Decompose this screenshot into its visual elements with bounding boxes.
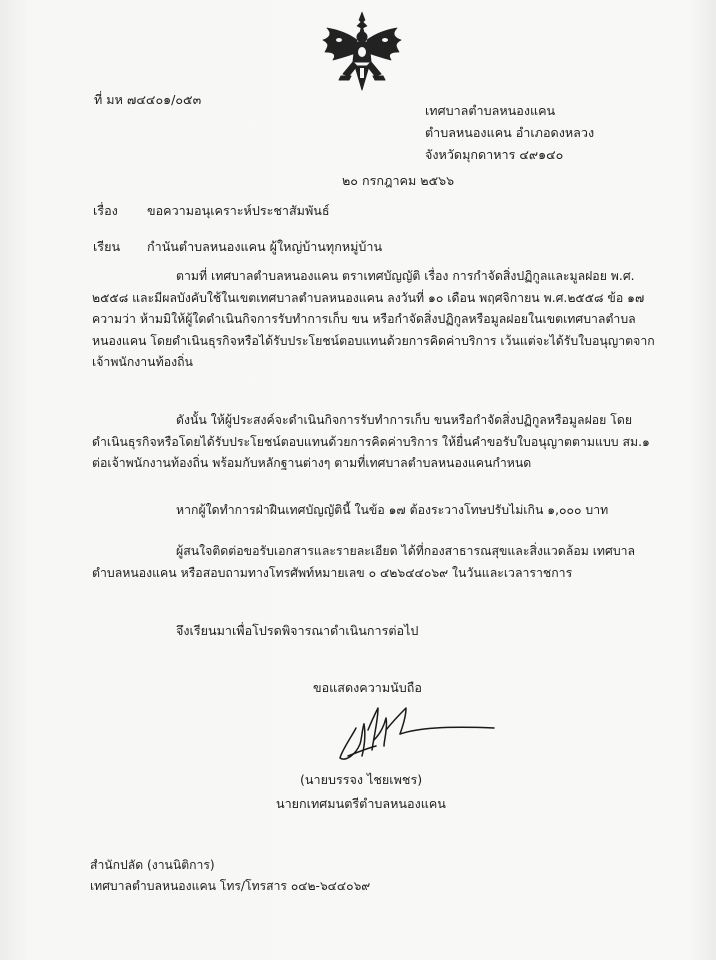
sender-office: เทศบาลตำบลหนองแคน	[425, 103, 556, 118]
paragraph-line: ๒๕๕๘ และมีผลบังคับใช้ในเขตเทศบาลตำบลหนองแคน ลงวันที่ ๑๐ เดือน พฤศจิกายน พ.ศ.๒๕๕๘ ข้อ ๑๗	[92, 290, 645, 305]
body-paragraph-3	[176, 500, 608, 522]
body-paragraph-4	[92, 541, 635, 584]
sender-province: จังหวัดมุกดาหาร ๔๙๑๔๐	[425, 147, 564, 162]
paragraph-line: หากผู้ใดทำการฝ่าฝืนเทศบัญญัตินี้ ในข้อ ๑๗ ต้องระวางโทษปรับไม่เกิน ๑,๐๐๐ บาท	[176, 503, 609, 517]
paragraph-line: ดำเนินธุรกิจหรือโดยได้รับประโยชน์ตอบแทนด้วยการคิดค่าบริการ ให้ยื่นคำขอรับใบอนุญาตตามแบบ สม.๑	[92, 434, 650, 449]
garuda-emblem-icon	[319, 10, 405, 94]
footer-contact: เทศบาลตำบลหนองแคน โทร/โทรสาร ๐๔๒-๖๔๔๐๖๙	[90, 879, 371, 893]
letter-date: ๒๐ กรกฎาคม ๒๕๖๖	[342, 173, 455, 188]
body-paragraph-1	[92, 266, 655, 374]
recipient-label: เรียน	[93, 239, 121, 254]
body-paragraph-2	[92, 410, 650, 475]
paragraph-line: ความว่า ห้ามมิให้ผู้ใดดำเนินกิจการรับทำการเก็บ ขน หรือกำจัดสิ่งปฏิกูลหรือมูลฝอยในเขตเทศบาลตำบล	[92, 312, 636, 327]
paragraph-line: หนองแคน โดยดำเนินธุรกิจหรือได้รับประโยชน์ตอบแทนด้วยการคิดค่าบริการ เว้นแต่จะได้รับใบอนุญาตจาก	[92, 333, 655, 348]
paragraph-line: ผู้สนใจติดต่อขอรับเอกสารและรายละเอียด ได้ที่กองสาธารณสุขและสิ่งแวดล้อม เทศบาล	[176, 544, 636, 558]
recipient-text: กำนันตำบลหนองแคน ผู้ใหญ่บ้านทุกหมู่บ้าน	[147, 239, 383, 254]
footer-department: สำนักปลัด (งานนิติการ)	[90, 858, 215, 872]
paragraph-line: ตามที่ เทศบาลตำบลหนองแคน ตราเทศบัญญัติ เรื่อง การกำจัดสิ่งปฏิกูลและมูลฝอย พ.ศ.	[176, 269, 635, 283]
handwritten-signature	[328, 700, 500, 768]
complimentary-close: ขอแสดงความนับถือ	[313, 680, 422, 695]
subject-text: ขอความอนุเคราะห์ประชาสัมพันธ์	[147, 203, 330, 218]
signer-name: (นายบรรจง ไชยเพชร)	[300, 772, 423, 787]
paragraph-line: เจ้าพนักงานท้องถิ่น	[92, 355, 193, 370]
signer-title: นายกเทศมนตรีตำบลหนองแคน	[276, 796, 446, 811]
subject-label: เรื่อง	[93, 203, 118, 218]
reference-number: ที่ มห ๗๔๔๐๑/๐๕๓	[94, 92, 202, 107]
closing-request: จึงเรียนมาเพื่อโปรดพิจารณาดำเนินการต่อไป	[176, 623, 419, 638]
sender-subdistrict: ตำบลหนองแคน อำเภอดงหลวง	[425, 125, 595, 140]
paragraph-line: ดังนั้น ให้ผู้ประสงค์จะดำเนินกิจการรับทำการเก็บ ขนหรือกำจัดสิ่งปฏิกูลหรือมูลฝอย โดย	[176, 413, 633, 427]
paragraph-line: ต่อเจ้าพนักงานท้องถิ่น พร้อมกับหลักฐานต่างๆ ตามที่เทศบาลตำบลหนองแคนกำหนด	[92, 456, 532, 471]
paragraph-line: ตำบลหนองแคน หรือสอบถามทางโทรศัพท์หมายเลข ๐ ๔๒๖๔๔๐๖๙ ในวันและเวลาราชการ	[92, 565, 573, 580]
